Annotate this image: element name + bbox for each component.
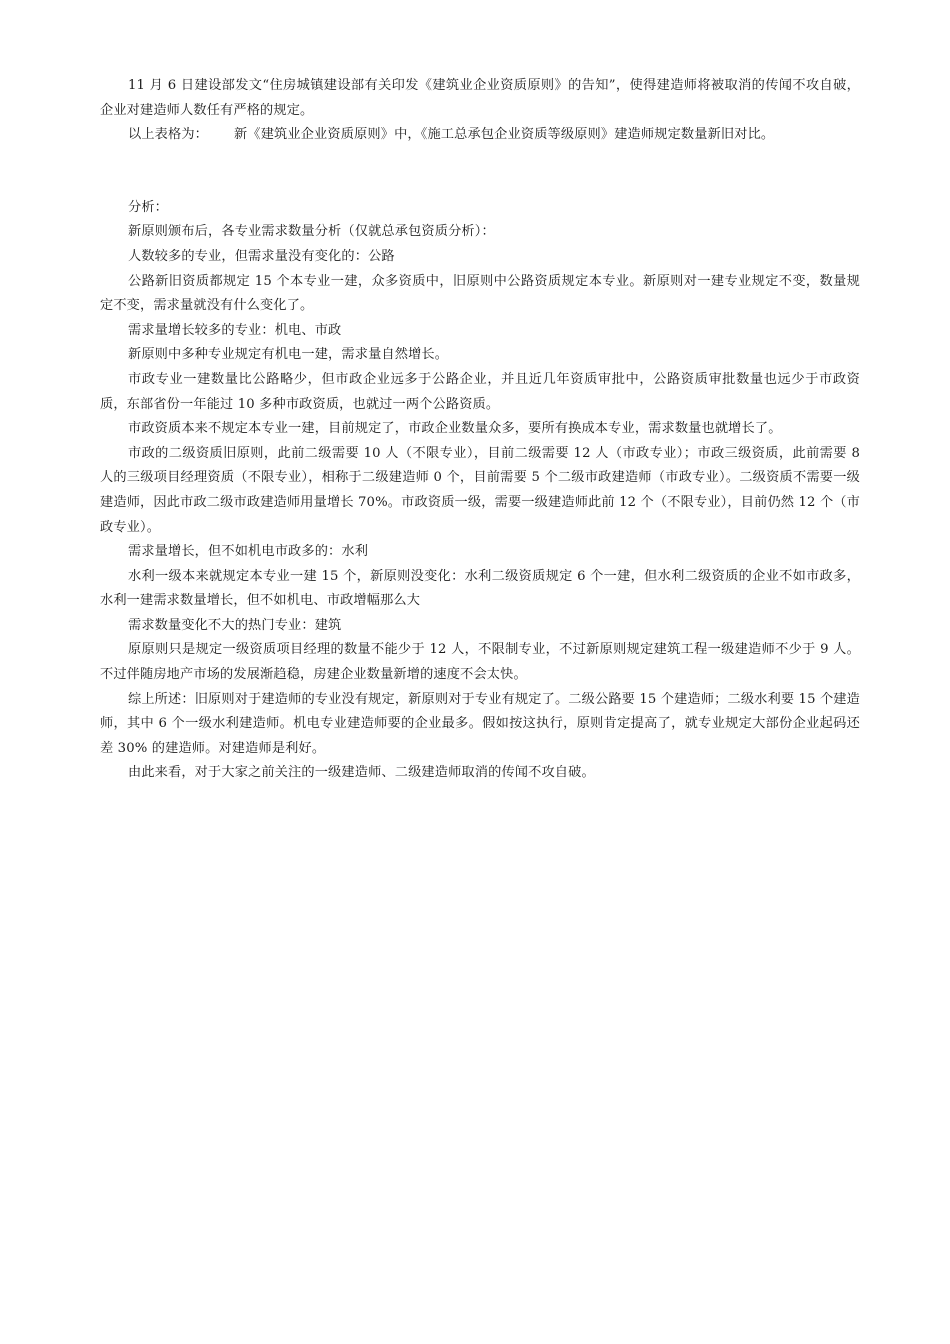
table-placeholder-gap — [100, 148, 860, 196]
table-note-label: 以上表格为： — [128, 127, 209, 143]
intro-paragraph-notice: 11 月 6 日建设部发文“住房城镇建设部有关印发《建筑业企业资质原则》的告知”，使得建造师将被取消的传闻不攻自破，企业对建造师人数任有严格的规定。 — [100, 78, 860, 118]
analysis-paragraph: 新原则颁布后，各专业需求数量分析（仅就总承包资质分析）： — [128, 224, 495, 240]
analysis-paragraph: 原原则只是规定一级资质项目经理的数量不能少于 12 人，不限制专业，不过新原则规定建筑工程一级建造师不少于 9 人。不过伴随房地产市场的发展渐趋稳，房建企业数量新增的速度不会太快。 — [100, 642, 860, 683]
intro-paragraph-table-note — [100, 123, 860, 148]
table-note-text: 新《建筑业企业资质原则》中，《施工总承包企业资质等级原则》建造师规定数量新旧对比。 — [234, 127, 775, 143]
analysis-heading: 分析： — [128, 199, 169, 215]
analysis-paragraph: 公路新旧资质都规定 15 个本专业一建，众多资质中，旧原则中公路资质规定本专业。新原则对一建专业规定不变，数量规定不变，需求量就没有什么变化了。 — [100, 273, 860, 314]
analysis-paragraph: 水利一级本来就规定本专业一建 15 个，新原则没变化：水利二级资质规定 6 个一建，但水利二级资质的企业不如市政多，水利一建需求数量增长，但不如机电、市政增幅那么大 — [100, 568, 860, 609]
analysis-paragraph: 由此来看，对于大家之前关注的一级建造师、二级建造师取消的传闻不攻自破。 — [128, 765, 595, 781]
analysis-paragraph: 综上所述：旧原则对于建造师的专业没有规定，新原则对于专业有规定了。二级公路要 15 个建造师；二级水利要 15 个建造师，其中 6 个一级水利建造师。机电专业建造师要的企业最多。假如按这执行，原则肯定提高了，就专业规定大部份企业起码还差 30% 的建造师。对建造师是利好。 — [100, 691, 860, 756]
analysis-paragraph: 需求量增长，但不如机电市政多的：水利 — [128, 544, 369, 560]
analysis-paragraph: 需求量增长较多的专业：机电、市政 — [128, 322, 342, 338]
analysis-paragraph: 市政的二级资质旧原则，此前二级需要 10 人（不限专业），目前二级需要 12 人（市政专业）；市政三级资质，此前需要 8 人的三级项目经理资质（不限专业），相称于二级建造师 0 个，目前需要 5 个二级市政建造师（市政专业）。二级资质不需要一级建造师，因此市政二级市政建造师用量增长 70%。市政资质一级，需要一级建造师此前 12 个（不限专业），目前仍然 12 个（市政专业）。 — [100, 445, 860, 535]
analysis-paragraph: 新原则中多种专业规定有机电一建，需求量自然增长。 — [128, 347, 449, 363]
analysis-paragraph: 市政专业一建数量比公路略少，但市政企业远多于公路企业，并且近几年资质审批中，公路资质审批数量也远少于市政资质，东部省份一年能过 10 多种市政资质，也就过一两个公路资质。 — [100, 371, 860, 412]
analysis-paragraph: 人数较多的专业，但需求量没有变化的：公路 — [128, 248, 395, 264]
analysis-paragraph: 市政资质本来不规定本专业一建，目前规定了，市政企业数量众多，要所有换成本专业，需求数量也就增长了。 — [128, 421, 782, 437]
document-page — [100, 74, 860, 786]
analysis-paragraph: 需求数量变化不大的热门专业：建筑 — [128, 617, 342, 633]
